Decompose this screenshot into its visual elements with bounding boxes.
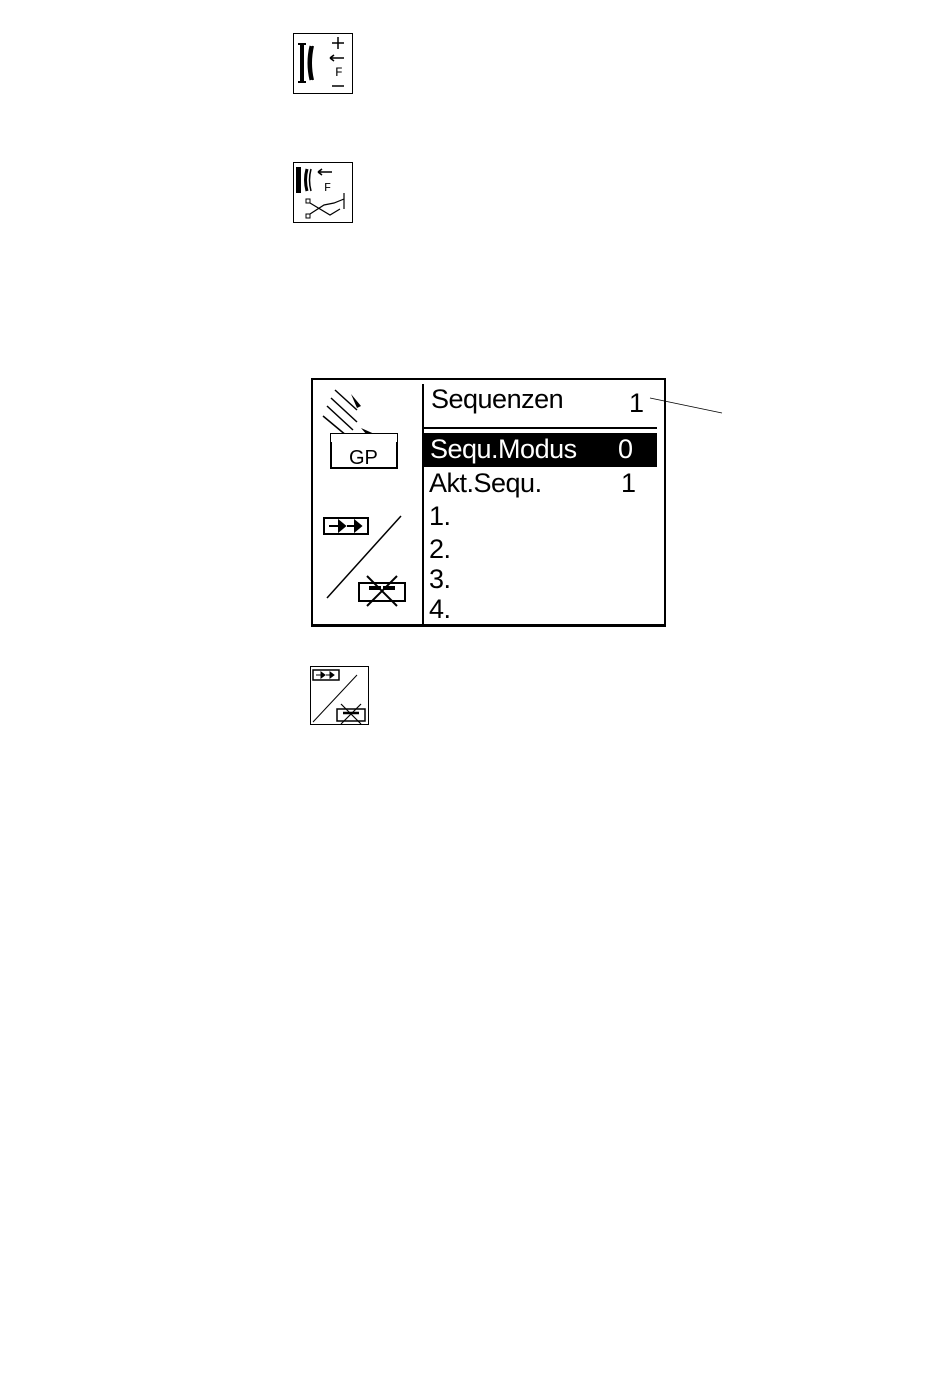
- force-curve-icon: [293, 162, 353, 223]
- menu-item-value: 0: [618, 434, 633, 464]
- menu-item-value: 1: [621, 468, 636, 498]
- force-adjust-icon: [293, 33, 353, 94]
- menu-item-label: Akt.Sequ.: [429, 468, 542, 498]
- svg-text:F: F: [324, 181, 332, 195]
- svg-text:GP: GP: [349, 447, 378, 469]
- menu-item-label: Sequ.Modus: [430, 434, 577, 464]
- screen-header-value: 1: [629, 388, 644, 418]
- menu-item-sequ-modus[interactable]: [424, 433, 657, 467]
- sequence-slot-3[interactable]: 3.: [429, 564, 451, 594]
- svg-text:F: F: [335, 65, 343, 80]
- sequence-slot-1[interactable]: 1.: [429, 501, 451, 531]
- sequence-slot-2[interactable]: 2.: [429, 534, 451, 564]
- sequence-transfer-icon: [310, 666, 369, 725]
- screen-divider: [422, 384, 424, 624]
- gp-hand-icon: [313, 380, 421, 625]
- screen-title: Sequenzen: [431, 384, 564, 414]
- header-separator: [424, 427, 657, 429]
- sequence-slot-4[interactable]: 4.: [429, 594, 451, 624]
- lcd-screen: [311, 378, 666, 627]
